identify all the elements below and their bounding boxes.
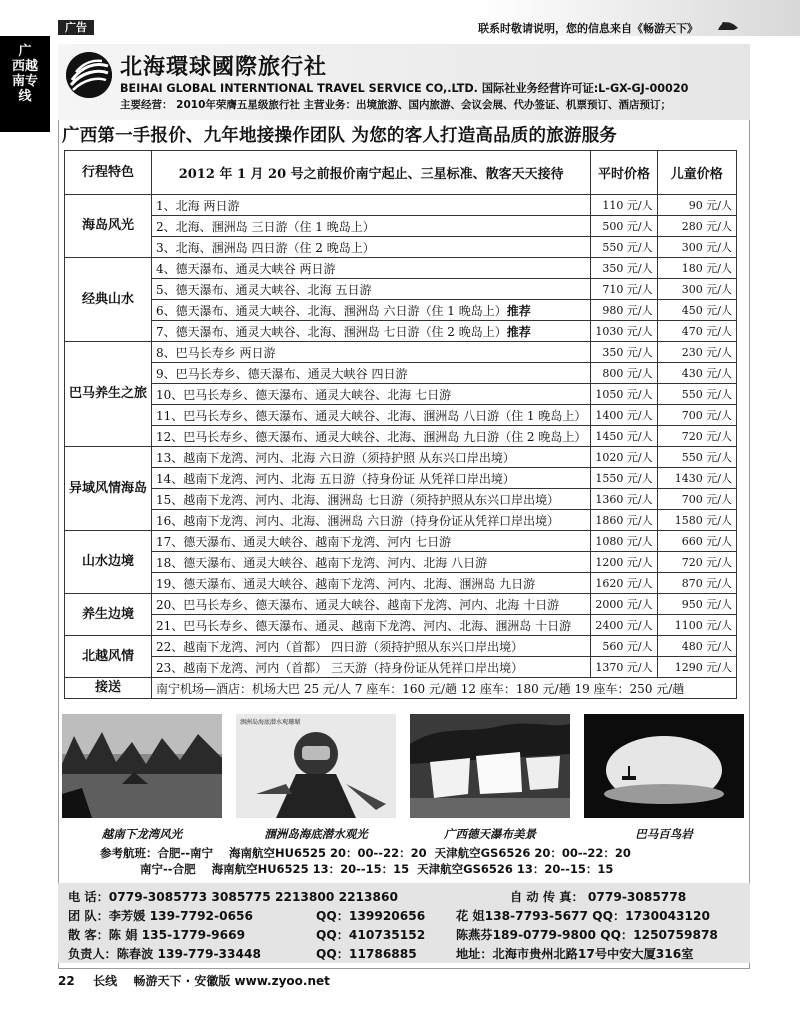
trip-name: 7、德天瀑布、通灵大峡谷、北海、涠洲岛 七日游（住 2 晚岛上） [156,324,507,339]
individual-qq: QQ：410735152 [316,928,426,942]
category-cell: 海岛风光 [65,195,152,258]
group-qq: QQ：139920656 [316,909,426,923]
flight-line: 参考航班：合肥--南宁 海南航空HU6525 20：00--22：20 天津航空GS6526 20：00--22：20 [100,846,631,860]
child-price-cell: 1580 元/人 [657,510,736,531]
flight-line: 南宁--合肥 海南航空HU6525 13：20--15：15 天津航空GS6526 13：20--15：15 [100,862,614,876]
child-price-cell: 230 元/人 [657,342,736,363]
trip-name: 15、越南下龙湾、河内、北海、涠洲岛 七日游（须持护照从东兴口岸出境） [156,492,560,507]
trip-name: 9、巴马长寿乡、德天瀑布、通灵大峡谷 四日游 [156,366,408,381]
price-cell: 1030 元/人 [591,321,657,342]
child-price-cell: 700 元/人 [657,489,736,510]
trip-name: 22、越南下龙湾、河内（首都） 四日游（须持护照从东兴口岸出境） [156,639,524,654]
transfer-label: 接送 [65,678,152,699]
header-child-price: 儿童价格 [657,151,736,195]
table-row [65,531,737,552]
photo-caption: 涠洲岛海底潜水观光 [264,827,368,841]
page-number: 22 [58,974,75,988]
page-footer [58,972,330,989]
price-cell: 350 元/人 [591,258,657,279]
trip-cell [152,636,591,657]
trip-name: 1、北海 两日游 [156,198,240,213]
trip-cell [152,573,591,594]
table-row [65,237,737,258]
address: 地址：北海市贵州北路17号中安大厦316室 [456,947,694,961]
trip-cell [152,426,591,447]
reference-flights [100,845,631,877]
trip-name: 17、德天瀑布、通灵大峡谷、越南下龙湾、河内 七日游 [156,534,452,549]
child-price-cell: 1100 元/人 [657,615,736,636]
trip-name: 3、北海、涠洲岛 四日游（住 2 晚岛上） [156,240,375,255]
company-logo [66,52,112,98]
price-cell: 500 元/人 [591,216,657,237]
company-name-en: BEIHAI GLOBAL INTERNTIONAL TRAVEL SERVICE CO,.LTD. 国际社业务经营许可证:L-GX-GJ-00020 [120,82,689,95]
category-cell: 北越风情 [65,636,152,678]
price-cell: 1020 元/人 [591,447,657,468]
diving-overlay-text: 涠洲岛海底潜水观珊瑚 [240,719,301,726]
price-cell: 1080 元/人 [591,531,657,552]
magazine-mascot-icon [716,18,740,32]
photo-caption: 巴马百鸟岩 [635,827,693,841]
individual-contact: 散 客：陈 娟 135-1779-9669 [68,928,246,942]
ad-tag: 广告 [58,20,94,35]
price-cell: 1370 元/人 [591,657,657,678]
price-cell: 110 元/人 [591,195,657,216]
table-row [65,552,737,573]
trip-cell [152,405,591,426]
trip-cell [152,468,591,489]
table-row [65,300,737,321]
category-cell: 山水边境 [65,531,152,594]
price-cell: 1860 元/人 [591,510,657,531]
child-price-cell: 300 元/人 [657,237,736,258]
table-row [65,321,737,342]
child-price-cell: 300 元/人 [657,279,736,300]
price-cell: 1620 元/人 [591,573,657,594]
photo-diving [236,714,396,818]
child-price-cell: 720 元/人 [657,552,736,573]
price-cell: 1360 元/人 [591,489,657,510]
category-cell: 异域风情海岛 [65,447,152,531]
child-price-cell: 720 元/人 [657,426,736,447]
company-name-cn: 北海環球國際旅行社 [120,54,328,80]
trip-cell [152,216,591,237]
fax-line: 自 动 传 真： 0779-3085778 [510,890,687,904]
child-price-cell: 280 元/人 [657,216,736,237]
trip-cell [152,342,591,363]
group-contact: 团 队：李芳媛 139-7792-0656 [68,909,254,923]
trip-name: 5、德天瀑布、通灵大峡谷、北海 五日游 [156,282,372,297]
price-cell: 710 元/人 [591,279,657,300]
trip-name: 2、北海、涠洲岛 三日游（住 1 晚岛上） [156,219,375,234]
trip-cell [152,258,591,279]
top-note: 联系时敬请说明，您的信息来自《畅游天下》 [478,22,698,35]
trip-name: 21、巴马长寿乡、德天瀑布、通灵、越南下龙湾、河内、北海、涠洲岛 十日游 [156,618,572,633]
trip-name: 13、越南下龙湾、河内、北海 六日游（须持护照 从东兴口岸出境） [156,450,515,465]
side-tab-line: 线 [18,89,32,104]
table-row [65,447,737,468]
child-price-cell: 1290 元/人 [657,657,736,678]
child-price-cell: 450 元/人 [657,300,736,321]
price-cell: 1450 元/人 [591,426,657,447]
table-row [65,279,737,300]
price-cell: 980 元/人 [591,300,657,321]
header-category: 行程特色 [65,151,152,195]
table-row [65,363,737,384]
trip-cell [152,363,591,384]
table-row [65,594,737,615]
trip-name: 8、巴马长寿乡 两日游 [156,345,276,360]
child-price-cell: 950 元/人 [657,594,736,615]
manager-qq: QQ：11786885 [316,947,417,961]
price-cell: 2400 元/人 [591,615,657,636]
recommend-badge: 推荐 [506,324,531,339]
slogan: 广西第一手报价、九年地接操作团队 为您的客人打造高品质的旅游服务 [62,126,617,146]
header-price: 平时价格 [591,151,657,195]
header-trip: 2012 年 1 月 20 号之前报价南宁起止、三星标准、散客天天接待 [152,151,591,195]
table-row [65,258,737,279]
trip-cell [152,447,591,468]
section-name: 长线 [93,974,118,988]
photo-waterfall [410,714,570,818]
child-price-cell: 550 元/人 [657,447,736,468]
trip-cell [152,279,591,300]
table-row [65,216,737,237]
trip-name: 23、越南下龙湾、河内（首都） 三天游（持身份证从凭祥口岸出境） [156,660,524,675]
trip-cell [152,489,591,510]
trip-cell [152,657,591,678]
trip-cell [152,384,591,405]
price-cell: 2000 元/人 [591,594,657,615]
table-row [65,342,737,363]
trip-name: 16、越南下龙湾、河内、北海、涠洲岛 六日游（持身份证从凭祥口岸出境） [156,513,560,528]
price-cell: 800 元/人 [591,363,657,384]
photo-caption: 越南下龙湾风光 [101,827,183,841]
trip-cell [152,321,591,342]
category-cell: 养生边境 [65,594,152,636]
side-tab-line: 广 [18,44,32,59]
trip-cell [152,237,591,258]
side-tab [0,36,50,132]
table-row [65,615,737,636]
price-cell: 560 元/人 [591,636,657,657]
photo-halong-bay [62,714,222,818]
table-header-row [65,151,737,195]
child-price-cell: 1430 元/人 [657,468,736,489]
price-cell: 1550 元/人 [591,468,657,489]
trip-cell [152,552,591,573]
price-table [64,150,737,699]
table-row [65,489,737,510]
side-tab-line: 南专 [11,74,38,89]
trip-cell [152,195,591,216]
trip-name: 6、德天瀑布、通灵大峡谷、北海、涠洲岛 六日游（住 1 晚岛上） [156,303,507,318]
transfer-text: 南宁机场—酒店：机场大巴 25 元/人 7 座车：160 元/趟 12 座车：180 元/趟 19 座车：250 元/趟 [152,678,737,699]
table-row [65,195,737,216]
child-price-cell: 430 元/人 [657,363,736,384]
photo-strip [62,714,742,822]
phone-line: 电 话：0779-3085773 3085775 2213800 2213860 [68,890,398,904]
trip-name: 11、巴马长寿乡、德天瀑布、通灵大峡谷、北海、涠洲岛 八日游（住 1 晚岛上） [156,408,587,423]
trip-name: 14、越南下龙湾、河内、北海 五日游（持身份证 从凭祥口岸出境） [156,471,515,486]
price-cell: 1400 元/人 [591,405,657,426]
category-cell: 巴马养生之旅 [65,342,152,447]
trip-cell [152,594,591,615]
manager-contact: 负责人：陈春波 139-779-33448 [68,947,261,961]
table-row [65,573,737,594]
price-cell: 1200 元/人 [591,552,657,573]
table-row [65,405,737,426]
price-cell: 350 元/人 [591,342,657,363]
table-row [65,468,737,489]
table-row [65,657,737,678]
trip-name: 20、巴马长寿乡、德天瀑布、通灵大峡谷、越南下龙湾、河内、北海 十日游 [156,597,560,612]
price-cell: 550 元/人 [591,237,657,258]
recommend-badge: 推荐 [506,303,531,318]
child-price-cell: 480 元/人 [657,636,736,657]
price-cell: 1050 元/人 [591,384,657,405]
photo-cave [584,714,744,818]
trip-cell [152,531,591,552]
trip-name: 10、巴马长寿乡、德天瀑布、通灵大峡谷、北海 七日游 [156,387,452,402]
trip-name: 19、德天瀑布、通灵大峡谷、越南下龙湾、河内、北海、涠洲岛 九日游 [156,576,536,591]
group-contact-2: 花 姐138-7793-5677 QQ：1730043120 [456,909,710,923]
child-price-cell: 550 元/人 [657,384,736,405]
child-price-cell: 660 元/人 [657,531,736,552]
child-price-cell: 90 元/人 [657,195,736,216]
individual-contact-2: 陈燕芬189-0779-9800 QQ：1250759878 [456,928,718,942]
child-price-cell: 700 元/人 [657,405,736,426]
magazine-name: 畅游天下 · 安徽版 www.zyoo.net [133,974,330,988]
table-row [65,510,737,531]
category-cell: 经典山水 [65,258,152,342]
trip-name: 12、巴马长寿乡、德天瀑布、通灵大峡谷、北海、涠洲岛 九日游（住 2 晚岛上） [156,429,587,444]
trip-cell [152,615,591,636]
table-row [65,426,737,447]
trip-name: 18、德天瀑布、通灵大峡谷、越南下龙湾、河内、北海 八日游 [156,555,488,570]
side-tab-line: 西越 [11,59,38,74]
child-price-cell: 180 元/人 [657,258,736,279]
table-row [65,636,737,657]
table-row [65,384,737,405]
photo-caption: 广西德天瀑布美景 [444,827,536,841]
child-price-cell: 470 元/人 [657,321,736,342]
child-price-cell: 870 元/人 [657,573,736,594]
transfer-row [65,678,737,699]
trip-name: 4、德天瀑布、通灵大峡谷 两日游 [156,261,336,276]
trip-cell [152,510,591,531]
trip-cell [152,300,591,321]
company-business: 主要经营： 2010年荣膺五星级旅行社 主营业务：出境旅游、国内旅游、会议会展、代办签证、机票预订、酒店预订； [120,99,672,111]
